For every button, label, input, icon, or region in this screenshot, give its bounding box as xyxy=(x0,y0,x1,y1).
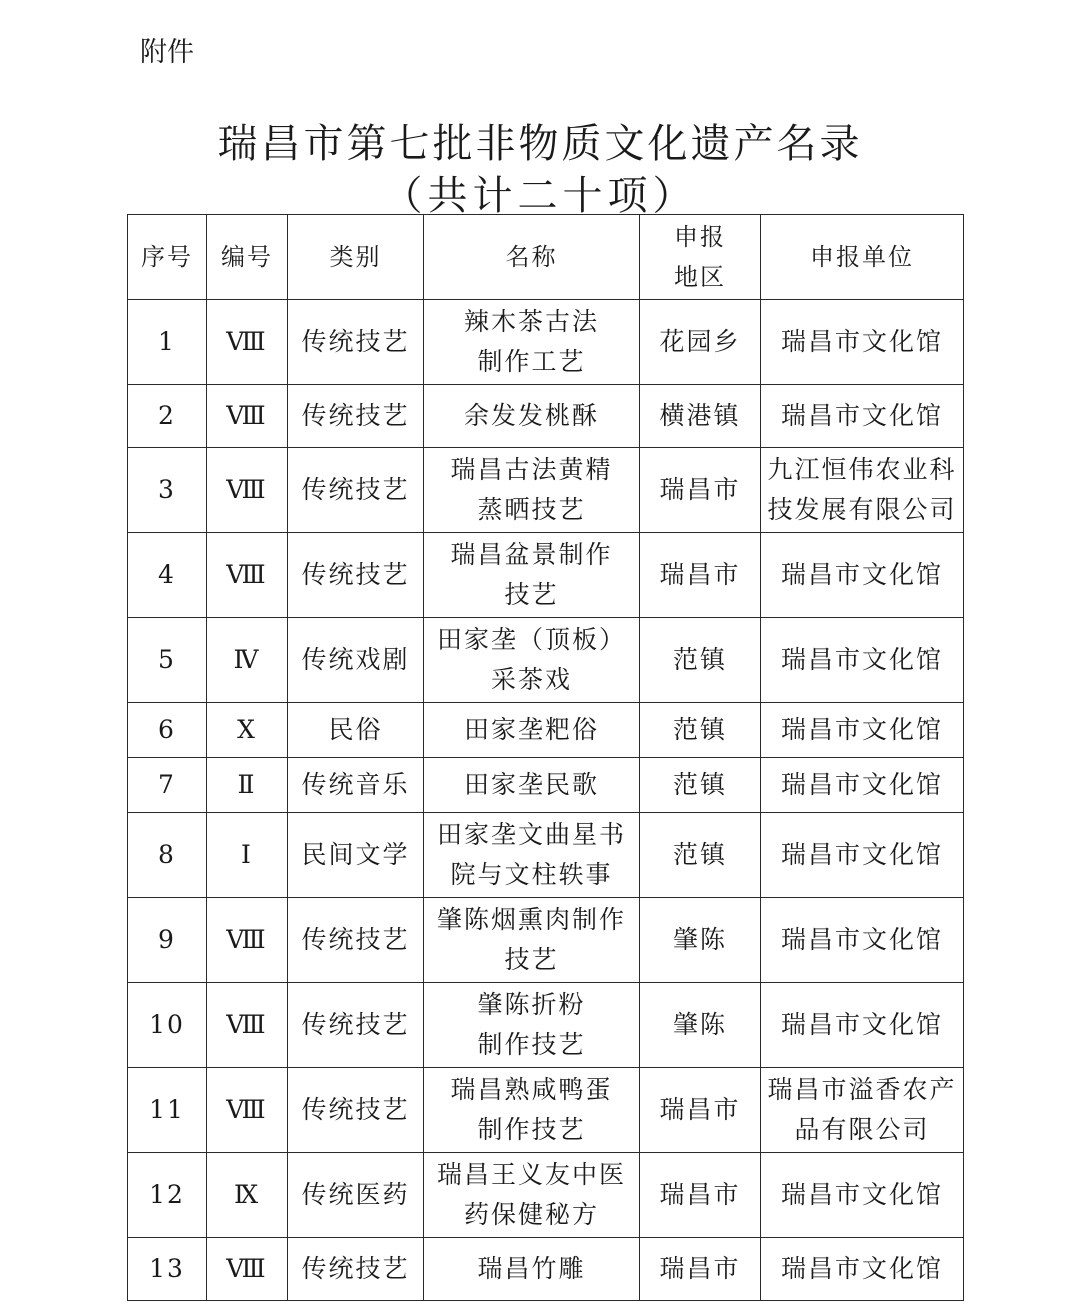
cell-category: 传统技艺 xyxy=(288,1238,424,1301)
cell-unit-line: 瑞昌市文化馆 xyxy=(780,1010,943,1039)
cell-index: 7 xyxy=(128,758,207,813)
cell-code: Ⅳ xyxy=(207,618,288,703)
cell-name-line: 辣木茶古法 xyxy=(463,307,599,336)
cell-name-line: 药保健秘方 xyxy=(463,1200,599,1229)
cell-index: 2 xyxy=(128,385,207,448)
cell-category: 传统技艺 xyxy=(288,385,424,448)
cell-name-line: 田家垄文曲星书 xyxy=(436,820,626,849)
cell-name xyxy=(424,448,640,533)
cell-category: 传统音乐 xyxy=(288,758,424,813)
cell-unit-line: 品有限公司 xyxy=(794,1115,930,1144)
cell-unit-line: 瑞昌市文化馆 xyxy=(780,1254,943,1283)
cell-unit-line: 瑞昌市文化馆 xyxy=(780,327,943,356)
cell-region: 范镇 xyxy=(640,618,761,703)
heritage-list-table xyxy=(127,214,964,1301)
cell-name xyxy=(424,1238,640,1301)
cell-name-line: 技艺 xyxy=(504,945,559,974)
cell-unit-line: 技发展有限公司 xyxy=(767,495,957,524)
cell-name-line: 瑞昌盆景制作 xyxy=(450,540,613,569)
cell-unit xyxy=(761,898,964,983)
cell-name-line: 制作工艺 xyxy=(477,347,586,376)
header-category: 类别 xyxy=(288,215,424,300)
cell-region: 瑞昌市 xyxy=(640,1068,761,1153)
cell-code: Ⅷ xyxy=(207,448,288,533)
cell-name-line: 田家垄民歌 xyxy=(463,770,599,799)
cell-code: Ⅹ xyxy=(207,703,288,758)
cell-unit xyxy=(761,1153,964,1238)
cell-name-line: 瑞昌竹雕 xyxy=(477,1254,586,1283)
cell-name-line: 肇陈折粉 xyxy=(477,990,586,1019)
attachment-label: 附件 xyxy=(140,37,194,68)
cell-code: Ⅷ xyxy=(207,385,288,448)
cell-index: 12 xyxy=(128,1153,207,1238)
cell-code: Ⅷ xyxy=(207,898,288,983)
table-header-row xyxy=(128,215,964,300)
cell-unit-line: 瑞昌市文化馆 xyxy=(780,1180,943,1209)
cell-region: 横港镇 xyxy=(640,385,761,448)
cell-name-line: 蒸晒技艺 xyxy=(477,495,586,524)
cell-unit xyxy=(761,300,964,385)
cell-name xyxy=(424,1153,640,1238)
cell-unit xyxy=(761,1068,964,1153)
cell-unit xyxy=(761,448,964,533)
cell-unit-line: 瑞昌市文化馆 xyxy=(780,401,943,430)
table-row xyxy=(128,983,964,1068)
cell-index: 11 xyxy=(128,1068,207,1153)
cell-name xyxy=(424,758,640,813)
cell-region: 范镇 xyxy=(640,703,761,758)
cell-region: 瑞昌市 xyxy=(640,448,761,533)
cell-unit-line: 瑞昌市溢香农产 xyxy=(767,1075,957,1104)
cell-unit xyxy=(761,533,964,618)
cell-name xyxy=(424,703,640,758)
header-region-line2: 地区 xyxy=(674,263,726,291)
cell-index: 4 xyxy=(128,533,207,618)
header-index: 序号 xyxy=(128,215,207,300)
cell-category: 传统技艺 xyxy=(288,533,424,618)
cell-name-line: 余发发桃酥 xyxy=(463,401,599,430)
header-unit: 申报单位 xyxy=(761,215,964,300)
cell-index: 5 xyxy=(128,618,207,703)
cell-region: 范镇 xyxy=(640,758,761,813)
cell-region: 肇陈 xyxy=(640,983,761,1068)
cell-unit xyxy=(761,618,964,703)
cell-index: 3 xyxy=(128,448,207,533)
cell-region: 瑞昌市 xyxy=(640,533,761,618)
cell-index: 9 xyxy=(128,898,207,983)
cell-unit xyxy=(761,1238,964,1301)
cell-name-line: 瑞昌王义友中医 xyxy=(436,1160,626,1189)
cell-index: 1 xyxy=(128,300,207,385)
cell-index: 10 xyxy=(128,983,207,1068)
table-row xyxy=(128,448,964,533)
cell-unit-line: 瑞昌市文化馆 xyxy=(780,645,943,674)
cell-region: 花园乡 xyxy=(640,300,761,385)
cell-code: Ⅷ xyxy=(207,300,288,385)
cell-region: 范镇 xyxy=(640,813,761,898)
cell-name xyxy=(424,533,640,618)
cell-unit xyxy=(761,983,964,1068)
table-row xyxy=(128,385,964,448)
cell-code: Ⅷ xyxy=(207,983,288,1068)
table-row xyxy=(128,1068,964,1153)
cell-unit-line: 瑞昌市文化馆 xyxy=(780,560,943,589)
table-row xyxy=(128,813,964,898)
cell-unit xyxy=(761,813,964,898)
cell-unit-line: 瑞昌市文化馆 xyxy=(780,840,943,869)
cell-category: 传统技艺 xyxy=(288,983,424,1068)
table-row xyxy=(128,1153,964,1238)
cell-category: 民间文学 xyxy=(288,813,424,898)
table-row xyxy=(128,703,964,758)
table-row xyxy=(128,898,964,983)
cell-code: Ⅷ xyxy=(207,1238,288,1301)
table-row xyxy=(128,300,964,385)
cell-name-line: 田家垄粑俗 xyxy=(463,715,599,744)
cell-code: Ⅷ xyxy=(207,533,288,618)
cell-name xyxy=(424,813,640,898)
cell-unit-line: 瑞昌市文化馆 xyxy=(780,715,943,744)
table-row xyxy=(128,618,964,703)
cell-code: Ⅸ xyxy=(207,1153,288,1238)
cell-unit xyxy=(761,758,964,813)
cell-index: 6 xyxy=(128,703,207,758)
cell-name-line: 采茶戏 xyxy=(490,665,572,694)
cell-category: 传统技艺 xyxy=(288,898,424,983)
table-row xyxy=(128,1238,964,1301)
cell-unit-line: 瑞昌市文化馆 xyxy=(780,770,943,799)
table-row xyxy=(128,533,964,618)
cell-region: 肇陈 xyxy=(640,898,761,983)
cell-name-line: 制作技艺 xyxy=(477,1030,586,1059)
cell-unit xyxy=(761,385,964,448)
cell-category: 传统技艺 xyxy=(288,448,424,533)
cell-category: 传统技艺 xyxy=(288,1068,424,1153)
cell-name xyxy=(424,300,640,385)
cell-region: 瑞昌市 xyxy=(640,1238,761,1301)
document-title: 瑞昌市第七批非物质文化遗产名录 xyxy=(217,121,863,167)
cell-unit-line: 瑞昌市文化馆 xyxy=(780,925,943,954)
cell-name-line: 田家垄（顶板） xyxy=(436,625,626,654)
header-code: 编号 xyxy=(207,215,288,300)
cell-name xyxy=(424,1068,640,1153)
cell-category: 传统技艺 xyxy=(288,300,424,385)
cell-name xyxy=(424,385,640,448)
header-region-line1: 申报 xyxy=(674,223,726,251)
cell-code: Ⅰ xyxy=(207,813,288,898)
cell-index: 8 xyxy=(128,813,207,898)
cell-name-line: 技艺 xyxy=(504,580,559,609)
cell-category: 民俗 xyxy=(288,703,424,758)
cell-region: 瑞昌市 xyxy=(640,1153,761,1238)
cell-name-line: 肇陈烟熏肉制作 xyxy=(436,905,626,934)
cell-unit xyxy=(761,703,964,758)
cell-name-line: 瑞昌熟咸鸭蛋 xyxy=(450,1075,613,1104)
cell-category: 传统医药 xyxy=(288,1153,424,1238)
cell-code: Ⅷ xyxy=(207,1068,288,1153)
table-row xyxy=(128,758,964,813)
cell-index: 13 xyxy=(128,1238,207,1301)
cell-category: 传统戏剧 xyxy=(288,618,424,703)
cell-unit-line: 九江恒伟农业科 xyxy=(767,455,957,484)
cell-name-line: 制作技艺 xyxy=(477,1115,586,1144)
header-name: 名称 xyxy=(424,215,640,300)
cell-name-line: 院与文柱轶事 xyxy=(450,860,613,889)
table-body xyxy=(128,300,964,1301)
cell-name xyxy=(424,618,640,703)
document-subtitle: （共计二十项） xyxy=(382,173,698,219)
cell-name xyxy=(424,898,640,983)
cell-code: Ⅱ xyxy=(207,758,288,813)
cell-name-line: 瑞昌古法黄精 xyxy=(450,455,613,484)
header-region xyxy=(640,215,761,300)
cell-name xyxy=(424,983,640,1068)
